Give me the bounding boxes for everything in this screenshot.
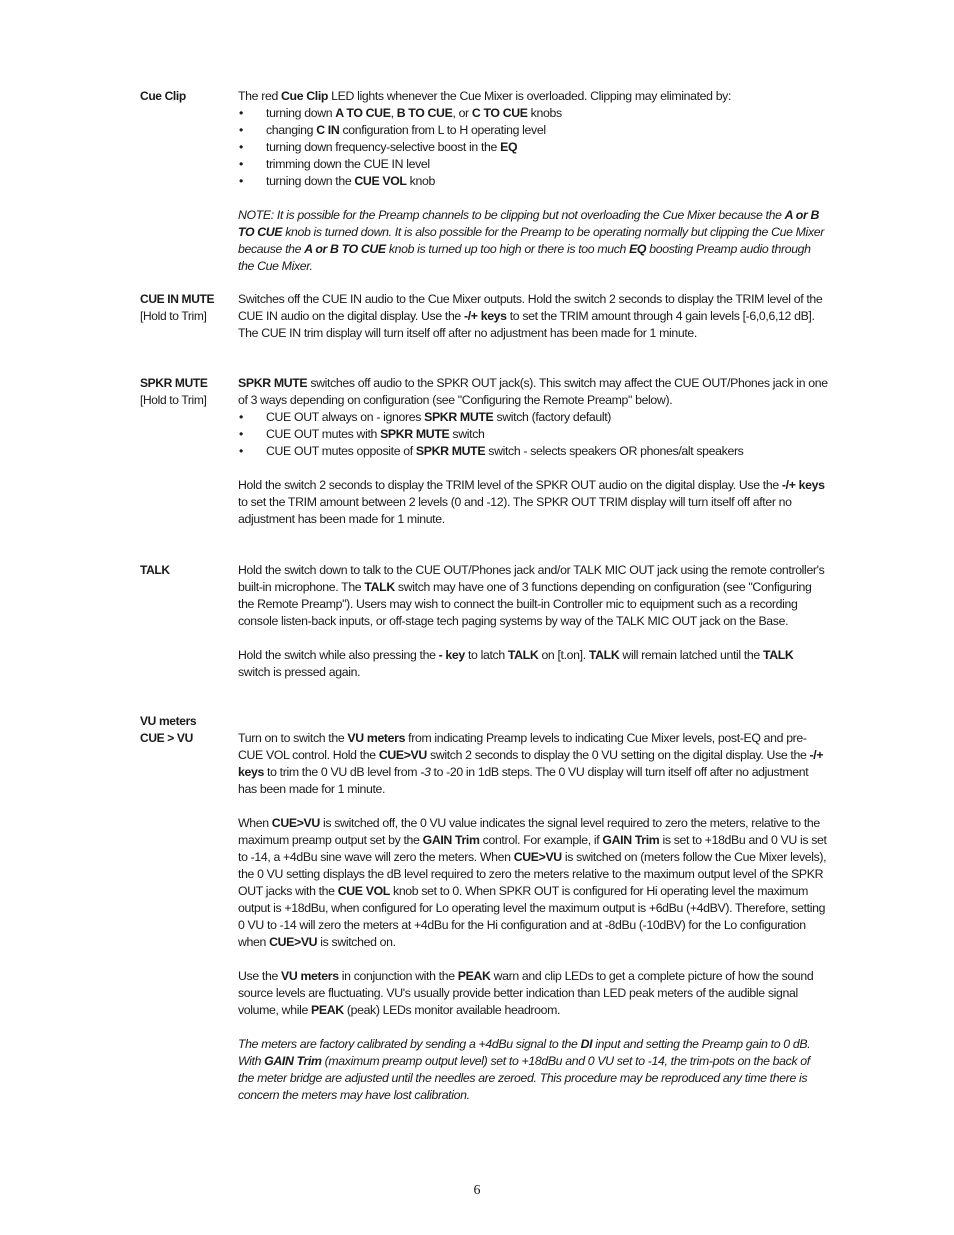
bullet-list: [238, 409, 828, 460]
list-item: • turning down the CUE VOL knob: [238, 173, 828, 190]
list-item: • changing C IN configuration from L to H operating level: [238, 122, 828, 139]
section-label: SPKR MUTE [Hold to Trim]: [140, 376, 208, 407]
list-item: • turning down A TO CUE, B TO CUE, or C TO CUE knobs: [238, 105, 828, 122]
intro-paragraph: The red Cue Clip LED lights whenever the Cue Mixer is overloaded. Clipping may eliminated by:: [238, 89, 732, 103]
list-item: • CUE OUT always on - ignores SPKR MUTE switch (factory default): [238, 409, 828, 426]
section-vu-meters: [140, 713, 830, 1104]
paragraph: Hold the switch 2 seconds to display the TRIM level of the SPKR OUT audio on the digital display. Use the -/+ keys to set the TRIM amount between 2 levels (0 and -12). The SPKR OUT TRIM display will turn itself off after no adjustment has been made for 1 minute.: [238, 478, 825, 526]
paragraph: Hold the switch down to talk to the CUE OUT/Phones jack and/or TALK MIC OUT jack using the remote controller's built-in microphone. The TALK switch may have one of 3 functions depending on configuration (see "Configuring the Remote Preamp"). Users may wish to connect the built-in Controller mic to equipment such as a recording console listen-back inputs, or off-stage tech paging systems by way of the TALK MIC OUT jack on the Base.: [238, 563, 825, 628]
section-talk: [140, 562, 830, 681]
section-label: VU meters CUE > VU: [140, 714, 197, 745]
section-spkr-mute: [140, 375, 830, 528]
section-body: [238, 291, 828, 342]
note-paragraph: The meters are factory calibrated by sending a +4dBu signal to the DI input and setting the Preamp gain to 0 dB. With GAIN Trim (maximum preamp output level) set to +18dBu and 0 VU set to -14, the trim-pots on the back of the meter bridge are adjusted until the needles are zeroed. This procedure may be reproduced any time there is concern the meters may have lost calibration.: [238, 1037, 811, 1102]
section-cue-in-mute: [140, 291, 830, 342]
section-cue-clip: [140, 88, 830, 275]
paragraph: Hold the switch while also pressing the - key to latch TALK on [t.on]. TALK will remain latched until the TALK switch is pressed again.: [238, 648, 794, 679]
section-label: Cue Clip: [140, 89, 186, 103]
paragraph: SPKR MUTE switches off audio to the SPKR OUT jack(s). This switch may affect the CUE OUT/Phones jack in one of 3 ways depending on configuration (see "Configuring the Remote Preamp" below).: [238, 376, 828, 407]
paragraph: Use the VU meters in conjunction with the PEAK warn and clip LEDs to get a complete picture of how the sound source levels are fluctuating. VU's usually provide better indication than LED peak meters of the audible signal volume, while PEAK (peak) LEDs monitor available headroom.: [238, 969, 814, 1017]
list-item: • trimming down the CUE IN level: [238, 156, 828, 173]
section-label: CUE IN MUTE [Hold to Trim]: [140, 292, 215, 323]
bullet-list: [238, 105, 828, 190]
paragraph: Turn on to switch the VU meters from indicating Preamp levels to indicating Cue Mixer levels, post-EQ and pre-CUE VOL control. Hold the CUE>VU switch 2 seconds to display the 0 VU setting on the digital display. Use the -/+ keys to trim the 0 VU dB level from -3 to -20 in 1dB steps. The 0 VU display will turn itself off after no adjustment has been made for 1 minute.: [238, 731, 824, 796]
section-body: [238, 375, 828, 528]
list-item: • turning down frequency-selective boost in the EQ: [238, 139, 828, 156]
paragraph: When CUE>VU is switched off, the 0 VU value indicates the signal level required to zero the meters, relative to the maximum preamp output set by the GAIN Trim control. For example, if GAIN Trim is set to +18dBu and 0 VU is set to -14, a +4dBu sine wave will zero the meters. When CUE>VU is switched on (meters follow the Cue Mixer levels), the 0 VU setting displays the dB level required to zero the meters relative to the maximum output level of the SPKR OUT jacks with the CUE VOL knob set to 0. When SPKR OUT is configured for Hi operating level the maximum output is +18dBu, when configured for Lo operating level the maximum output is +6dBu (+4dBV). Therefore, setting 0 VU to -14 will zero the meters at +4dBu for the Hi configuration and at -8dBu (-10dBV) for the Lo configuration when CUE>VU is switched on.: [238, 816, 827, 949]
section-body: [238, 88, 828, 275]
section-label: TALK: [140, 563, 170, 577]
list-item: • CUE OUT mutes with SPKR MUTE switch: [238, 426, 828, 443]
page-number: 6: [473, 1183, 481, 1198]
note-paragraph: NOTE: It is possible for the Preamp channels to be clipping but not overloading the Cue Mixer because the A or B TO CUE knob is turned down. It is also possible for the Preamp to be operating normally but clipping the Cue Mixer because the A or B TO CUE knob is turned up too high or there is too much EQ boosting Preamp audio through the Cue Mixer.: [238, 208, 824, 273]
list-item: • CUE OUT mutes opposite of SPKR MUTE switch - selects speakers OR phones/alt speakers: [238, 443, 828, 460]
paragraph: Switches off the CUE IN audio to the Cue Mixer outputs. Hold the switch 2 seconds to display the TRIM level of the CUE IN audio on the digital display. Use the -/+ keys to set the TRIM amount through 4 gain levels [-6,0,6,12 dB]. The CUE IN trim display will turn itself off after no adjustment has been made for 1 minute.: [238, 292, 823, 340]
section-body: [238, 562, 828, 681]
section-body: [238, 713, 828, 1104]
